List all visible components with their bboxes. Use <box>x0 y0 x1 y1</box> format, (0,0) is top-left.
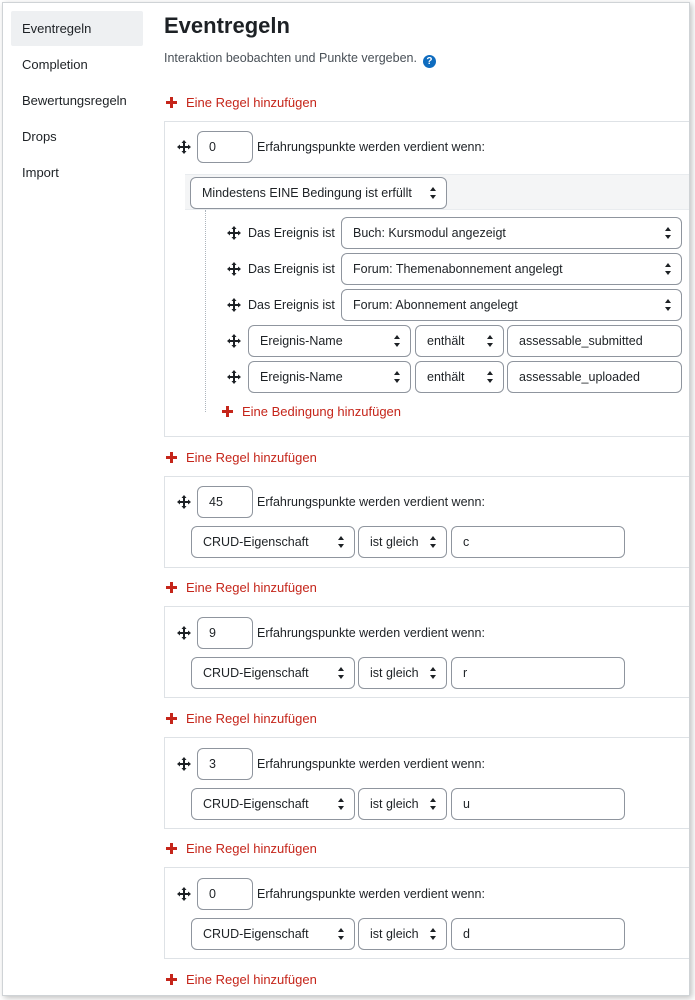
points-input[interactable] <box>197 748 253 780</box>
add-condition-link[interactable] <box>222 404 401 419</box>
value-input[interactable] <box>451 788 625 820</box>
property-select[interactable] <box>191 526 355 558</box>
operator-select[interactable] <box>415 361 504 393</box>
rule-card <box>164 121 690 437</box>
select-caret-icon <box>487 371 494 383</box>
select-caret-icon <box>338 928 345 940</box>
event-select[interactable] <box>341 253 682 285</box>
plus-icon <box>166 843 177 854</box>
rule-card <box>164 737 690 829</box>
add-rule-link[interactable] <box>166 711 317 726</box>
plus-icon <box>166 452 177 463</box>
select-caret-icon <box>338 667 345 679</box>
property-select-value: CRUD-Eigenschaft <box>203 927 309 941</box>
rule-card <box>164 476 690 568</box>
add-rule-label: Eine Regel hinzufügen <box>186 95 317 110</box>
operator-select[interactable] <box>358 918 447 950</box>
add-rule-link[interactable] <box>166 95 317 110</box>
move-icon[interactable] <box>177 757 191 771</box>
help-icon[interactable]: ? <box>423 55 436 68</box>
select-caret-icon <box>430 187 437 199</box>
points-input[interactable] <box>197 131 253 163</box>
move-icon[interactable] <box>177 626 191 640</box>
window-frame <box>2 2 690 996</box>
value-input[interactable] <box>451 918 625 950</box>
move-icon[interactable] <box>227 370 241 384</box>
operator-select[interactable] <box>358 788 447 820</box>
select-caret-icon <box>394 335 401 347</box>
event-label: Das Ereignis ist <box>248 262 335 276</box>
points-input[interactable] <box>197 617 253 649</box>
value-input[interactable] <box>507 361 682 393</box>
select-caret-icon <box>338 798 345 810</box>
tree-line <box>205 210 206 412</box>
select-caret-icon <box>430 667 437 679</box>
sidebar-item-eventregeln[interactable]: Eventregeln <box>11 11 143 46</box>
select-caret-icon <box>338 536 345 548</box>
property-select[interactable] <box>191 918 355 950</box>
operator-select-value: ist gleich <box>370 797 419 811</box>
select-caret-icon <box>394 371 401 383</box>
points-label: Erfahrungspunkte werden verdient wenn: <box>257 140 485 154</box>
property-select-value: Ereignis-Name <box>260 334 343 348</box>
property-select-value: Ereignis-Name <box>260 370 343 384</box>
operator-select[interactable] <box>358 657 447 689</box>
add-rule-link[interactable] <box>166 972 317 987</box>
plus-icon <box>166 713 177 724</box>
select-caret-icon <box>665 227 672 239</box>
sidebar-item-completion[interactable]: Completion <box>22 57 88 72</box>
property-select-value: CRUD-Eigenschaft <box>203 666 309 680</box>
property-select[interactable] <box>191 788 355 820</box>
operator-select-value: ist gleich <box>370 535 419 549</box>
add-rule-label: Eine Regel hinzufügen <box>186 972 317 987</box>
plus-icon <box>166 97 177 108</box>
points-label: Erfahrungspunkte werden verdient wenn: <box>257 757 485 771</box>
property-select[interactable] <box>248 361 411 393</box>
points-label: Erfahrungspunkte werden verdient wenn: <box>257 887 485 901</box>
plus-icon <box>166 582 177 593</box>
event-select[interactable] <box>341 217 682 249</box>
move-icon[interactable] <box>227 226 241 240</box>
page-subtitle <box>164 51 436 68</box>
plus-icon <box>166 974 177 985</box>
move-icon[interactable] <box>177 140 191 154</box>
operator-select[interactable] <box>358 526 447 558</box>
select-caret-icon <box>487 335 494 347</box>
value-input[interactable] <box>507 325 682 357</box>
add-rule-label: Eine Regel hinzufügen <box>186 580 317 595</box>
event-select-value: Forum: Abonnement angelegt <box>353 298 518 312</box>
add-condition-label: Eine Bedingung hinzufügen <box>242 404 402 419</box>
select-caret-icon <box>430 536 437 548</box>
operator-select-value: enthält <box>427 370 465 384</box>
group-condition-select[interactable] <box>190 177 447 209</box>
move-icon[interactable] <box>177 887 191 901</box>
event-label: Das Ereignis ist <box>248 226 335 240</box>
property-select[interactable] <box>248 325 411 357</box>
event-select-value: Forum: Themenabonnement angelegt <box>353 262 563 276</box>
property-select-value: CRUD-Eigenschaft <box>203 797 309 811</box>
move-icon[interactable] <box>227 298 241 312</box>
sidebar-item-import[interactable]: Import <box>22 165 59 180</box>
property-select-value: CRUD-Eigenschaft <box>203 535 309 549</box>
plus-icon <box>222 406 233 417</box>
sidebar <box>11 11 143 191</box>
event-label: Das Ereignis ist <box>248 298 335 312</box>
sidebar-item-bewertungsregeln[interactable]: Bewertungsregeln <box>22 93 127 108</box>
operator-select-value: enthält <box>427 334 465 348</box>
select-caret-icon <box>665 299 672 311</box>
group-condition-value: Mindestens EINE Bedingung ist erfüllt <box>202 186 412 200</box>
points-label: Erfahrungspunkte werden verdient wenn: <box>257 626 485 640</box>
points-input[interactable] <box>197 486 253 518</box>
operator-select[interactable] <box>415 325 504 357</box>
rule-card <box>164 867 690 959</box>
value-input[interactable] <box>451 526 625 558</box>
event-select[interactable] <box>341 289 682 321</box>
move-icon[interactable] <box>227 334 241 348</box>
value-input[interactable] <box>451 657 625 689</box>
event-select-value: Buch: Kursmodul angezeigt <box>353 226 506 240</box>
move-icon[interactable] <box>177 495 191 509</box>
add-rule-label: Eine Regel hinzufügen <box>186 841 317 856</box>
operator-select-value: ist gleich <box>370 927 419 941</box>
property-select[interactable] <box>191 657 355 689</box>
page-subtitle-text: Interaktion beobachten und Punkte vergeben. <box>164 51 417 65</box>
select-caret-icon <box>430 798 437 810</box>
operator-select-value: ist gleich <box>370 666 419 680</box>
add-rule-link[interactable] <box>166 841 317 856</box>
select-caret-icon <box>665 263 672 275</box>
select-caret-icon <box>430 928 437 940</box>
sidebar-item-drops[interactable]: Drops <box>22 129 57 144</box>
page-title: Eventregeln <box>164 13 290 38</box>
points-label: Erfahrungspunkte werden verdient wenn: <box>257 495 485 509</box>
add-rule-label: Eine Regel hinzufügen <box>186 450 317 465</box>
add-rule-label: Eine Regel hinzufügen <box>186 711 317 726</box>
move-icon[interactable] <box>227 262 241 276</box>
add-rule-link[interactable] <box>166 450 317 465</box>
points-input[interactable] <box>197 878 253 910</box>
add-rule-link[interactable] <box>166 580 317 595</box>
rule-card <box>164 606 690 698</box>
